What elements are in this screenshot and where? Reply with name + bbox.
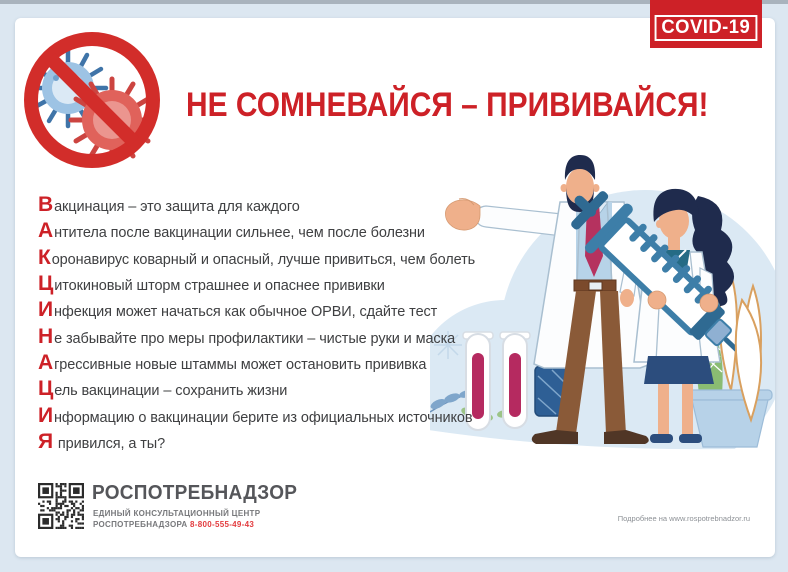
acrostic-letter: И (38, 403, 53, 427)
consult-center-line1: ЕДИНЫЙ КОНСУЛЬТАЦИОННЫЙ ЦЕНТР (93, 509, 261, 518)
poster-title: НЕ СОМНЕВАЙСЯ – ПРИВИВАЙСЯ! (186, 86, 709, 124)
consult-center-line2 (93, 520, 254, 529)
acrostic-letter: Ц (38, 377, 54, 401)
acrostic-line (38, 192, 475, 218)
acrostic-text: итокиновый шторм страшнее и опаснее прививки (54, 277, 385, 294)
acrostic-line (38, 245, 475, 271)
acrostic-letter: Я (38, 429, 53, 453)
covid19-badge-label: COVID-19 (655, 15, 757, 41)
acrostic-letter: И (38, 298, 53, 322)
acrostic-letter: Н (38, 324, 54, 348)
doctors-with-giant-syringe-illustration (430, 140, 775, 462)
acrostic-letter: А (38, 219, 54, 243)
hotline-phone-number: 8-800-555-49-43 (190, 520, 255, 529)
acrostic-text: нфекция может начаться как обычное ОРВИ, сдайте тест (54, 304, 438, 321)
acrostic-text: ель вакцинации – сохранить жизни (54, 383, 288, 400)
covid19-badge (650, 0, 762, 48)
consult-center-org: РОСПОТРЕБНАДЗОРА (93, 520, 188, 529)
acrostic-text: е забывайте про меры профилактики – чистые руки и маска (54, 330, 456, 347)
acrostic-line (38, 297, 475, 323)
acrostic-line (38, 271, 475, 297)
acrostic-letter: В (38, 193, 54, 216)
acrostic-line (38, 324, 475, 350)
website-reference: Подробнее на www.rospotrebnadzor.ru (617, 514, 750, 523)
no-virus-prohibition-icon (18, 26, 166, 174)
acrostic-line (38, 376, 475, 402)
acrostic-text: оронавирус коварный и опасный, лучше привиться, чем болеть (51, 251, 476, 268)
acrostic-text: нтитела после вакцинации сильнее, чем после болезни (54, 225, 425, 242)
acrostic-line (38, 218, 475, 244)
acrostic-letter: А (38, 350, 54, 374)
acrostic-line (38, 403, 475, 429)
acrostic-letter: К (38, 245, 51, 269)
acrostic-text: акцинация – это защита для каждого (54, 199, 300, 215)
qr-code (38, 483, 84, 529)
acrostic-list (38, 192, 475, 455)
acrostic-line (38, 350, 475, 376)
acrostic-letter: Ц (38, 271, 54, 295)
org-logo-text: РОСПОТРЕБНАДЗОР (92, 482, 298, 504)
acrostic-text: привился, а ты? (54, 435, 166, 452)
acrostic-text: нформацию о вакцинации берите из официальных источников (54, 409, 473, 426)
acrostic-line (38, 429, 475, 455)
acrostic-text: грессивные новые штаммы может остановить прививка (54, 356, 427, 373)
